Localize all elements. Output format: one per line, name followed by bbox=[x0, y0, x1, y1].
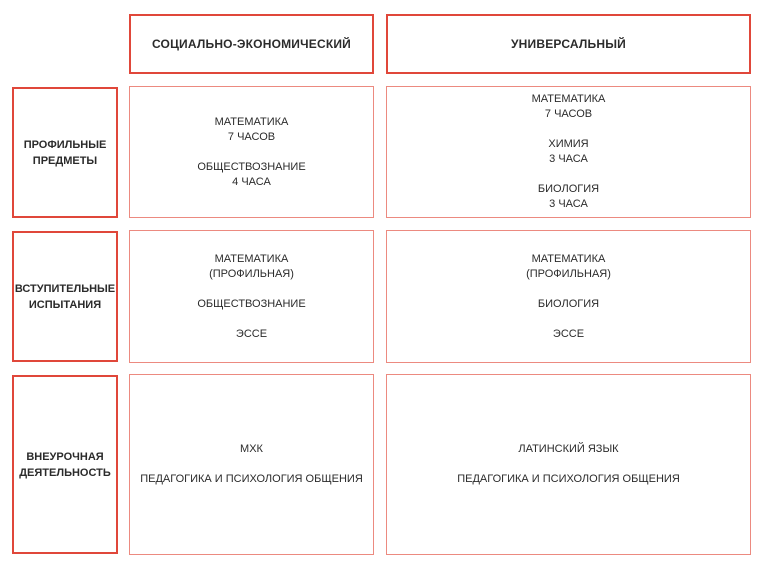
activity-name: МХК bbox=[240, 443, 263, 455]
row-header-line: ВНЕУРОЧНАЯ bbox=[26, 450, 104, 463]
cell-item bbox=[457, 472, 680, 487]
subject-name: ОБЩЕСТВОЗНАНИЕ bbox=[197, 160, 306, 173]
exam-note: (ПРОФИЛЬНАЯ) bbox=[526, 267, 611, 280]
cell-item bbox=[538, 182, 599, 212]
cell-item bbox=[553, 327, 584, 342]
subject-name: МАТЕМАТИКА bbox=[214, 115, 289, 128]
cell-item bbox=[197, 160, 305, 190]
row-header-line: ДЕЯТЕЛЬНОСТЬ bbox=[19, 466, 111, 479]
cell-item bbox=[538, 297, 599, 312]
cell-extracurricular-socio-economic bbox=[129, 374, 374, 555]
cell-entrance-exams-socio-economic bbox=[129, 230, 374, 363]
column-header-universal bbox=[386, 14, 751, 74]
subject-hours: 4 ЧАСА bbox=[232, 175, 271, 188]
row-header-line: ИСПЫТАНИЯ bbox=[28, 298, 102, 311]
subject-hours: 3 ЧАСА bbox=[549, 153, 588, 165]
cell-item bbox=[526, 252, 611, 282]
exam-name: ЭССЕ bbox=[552, 327, 585, 340]
exam-name: ЭССЕ bbox=[235, 327, 268, 340]
row-header-line: ВСТУПИТЕЛЬНЫЕ bbox=[14, 282, 116, 295]
cell-entrance-exams-universal bbox=[386, 230, 751, 363]
subject-hours: 3 ЧАСА bbox=[549, 198, 588, 210]
cell-item bbox=[215, 115, 289, 145]
activity-name: ЛАТИНСКИЙ ЯЗЫК bbox=[518, 443, 619, 455]
cell-profile-subjects-universal bbox=[386, 86, 751, 218]
row-header-extracurricular bbox=[12, 375, 118, 554]
cell-item bbox=[548, 137, 588, 167]
row-header-profile-subjects bbox=[12, 87, 118, 218]
cell-profile-subjects-socio-economic bbox=[129, 86, 374, 218]
activity-name: ПЕДАГОГИКА И ПСИХОЛОГИЯ ОБЩЕНИЯ bbox=[457, 473, 680, 485]
exam-name: МАТЕМАТИКА bbox=[214, 252, 289, 265]
column-header-socio-economic bbox=[129, 14, 374, 74]
row-header-line: ПРЕДМЕТЫ bbox=[32, 154, 98, 167]
activity-name: ПЕДАГОГИКА И ПСИХОЛОГИЯ ОБЩЕНИЯ bbox=[140, 473, 363, 485]
subject-name: ХИМИЯ bbox=[548, 138, 589, 150]
exam-name: БИОЛОГИЯ bbox=[537, 297, 600, 310]
row-header-line: ПРОФИЛЬНЫЕ bbox=[23, 138, 107, 151]
cell-item bbox=[209, 252, 294, 282]
cell-item bbox=[140, 472, 363, 487]
cell-item bbox=[532, 92, 606, 122]
subject-name: БИОЛОГИЯ bbox=[537, 183, 600, 195]
cell-item bbox=[240, 442, 263, 457]
cell-item bbox=[197, 297, 305, 312]
cell-item bbox=[518, 442, 618, 457]
row-header-entrance-exams bbox=[12, 231, 118, 362]
subject-hours: 7 ЧАСОВ bbox=[544, 108, 593, 120]
column-header-label: УНИВЕРСАЛЬНЫЙ bbox=[511, 37, 626, 51]
exam-name: ОБЩЕСТВОЗНАНИЕ bbox=[197, 297, 306, 310]
subject-name: МАТЕМАТИКА bbox=[531, 93, 606, 105]
subject-hours: 7 ЧАСОВ bbox=[227, 130, 276, 143]
exam-name: МАТЕМАТИКА bbox=[531, 252, 606, 265]
cell-item bbox=[236, 327, 267, 342]
exam-note: (ПРОФИЛЬНАЯ) bbox=[209, 267, 294, 280]
cell-extracurricular-universal bbox=[386, 374, 751, 555]
column-header-label: СОЦИАЛЬНО-ЭКОНОМИЧЕСКИЙ bbox=[151, 37, 352, 51]
